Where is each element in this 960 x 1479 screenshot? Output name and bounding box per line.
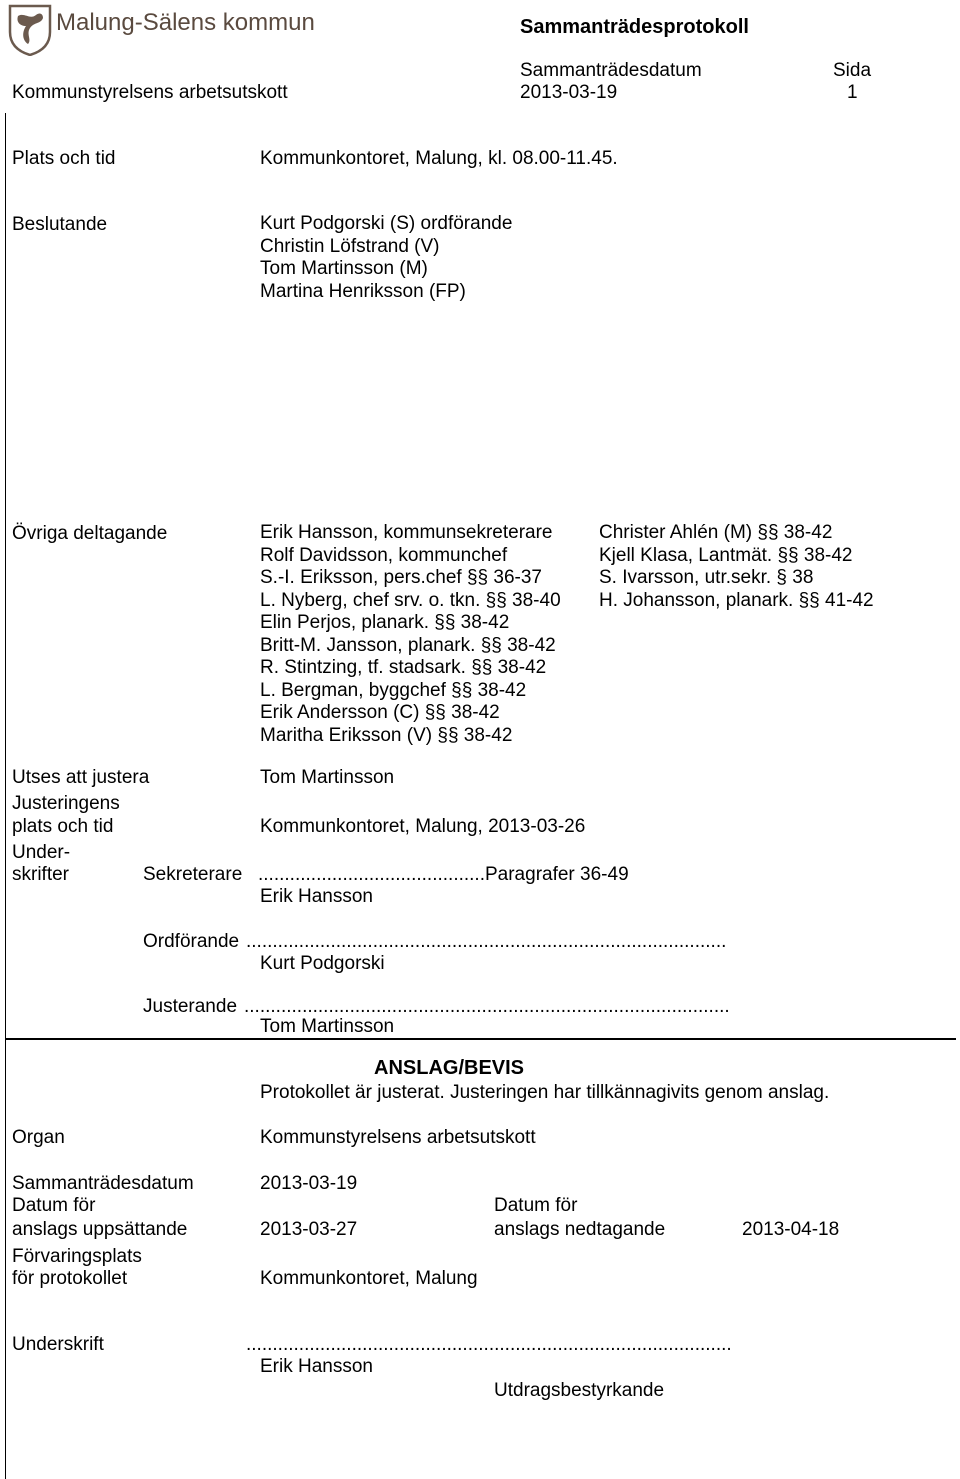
participant: S. Ivarsson, utr.sekr. § 38 xyxy=(599,567,814,588)
participant: Rolf Davidsson, kommunchef xyxy=(260,544,508,566)
chair-signature-line: ........................................................................................... xyxy=(246,931,727,952)
certified-label: Utdragsbestyrkande xyxy=(494,1380,665,1401)
adjuster-label: Utses att justera xyxy=(12,767,150,788)
place-time-label: Plats och tid xyxy=(12,148,116,169)
document-type: Sammanträdesprotokoll xyxy=(520,16,749,38)
removal-date-label-2: anslags nedtagande xyxy=(494,1219,666,1240)
organ-label: Organ xyxy=(12,1127,65,1148)
signature-name: Erik Hansson xyxy=(260,1356,373,1377)
participant: R. Stintzing, tf. stadsark. §§ 38-42 xyxy=(260,657,547,678)
meeting-date-label: Sammanträdesdatum xyxy=(520,60,702,81)
posting-date-label-2: anslags uppsättande xyxy=(12,1219,188,1240)
participant: Erik Hansson, kommunsekreterare xyxy=(260,522,553,543)
signatures-label-2: skrifter xyxy=(12,864,69,885)
chair-role: Ordförande xyxy=(143,931,240,952)
participant: Britt-M. Jansson, planark. §§ 38-42 xyxy=(260,634,556,656)
storage-value: Kommunkontoret, Malung xyxy=(260,1268,478,1289)
participant: L. Nyberg, chef srv. o. tkn. §§ 38-40 xyxy=(260,589,561,611)
participant: Kjell Klasa, Lantmät. §§ 38-42 xyxy=(599,544,853,566)
page-number: 1 xyxy=(847,82,858,103)
page-label: Sida xyxy=(833,60,872,81)
notice-separator xyxy=(5,1038,956,1040)
posting-date-label-1: Datum för xyxy=(12,1195,96,1216)
posting-date-value: 2013-03-27 xyxy=(260,1219,358,1240)
decision-maker: Martina Henriksson (FP) xyxy=(260,280,466,302)
meeting-date-value: 2013-03-19 xyxy=(520,82,618,103)
notice-meeting-date-label: Sammanträdesdatum xyxy=(12,1173,194,1194)
secretary-name: Erik Hansson xyxy=(260,886,373,907)
removal-date-value: 2013-04-18 xyxy=(742,1219,840,1240)
other-participants-label: Övriga deltagande xyxy=(12,523,168,544)
participant: Christer Ahlén (M) §§ 38-42 xyxy=(599,522,833,543)
decision-maker: Kurt Podgorski (S) ordförande xyxy=(260,213,513,234)
committee-name: Kommunstyrelsens arbetsutskott xyxy=(12,82,288,103)
adjuster-value: Tom Martinsson xyxy=(260,767,395,788)
storage-label-1: Förvaringsplats xyxy=(12,1246,142,1267)
adjust-place-label-1: Justeringens xyxy=(12,793,120,814)
secretary-role: Sekreterare xyxy=(143,864,243,885)
decision-maker: Christin Löfstrand (V) xyxy=(260,235,440,257)
signature-label: Underskrift xyxy=(12,1334,104,1355)
municipality-logo xyxy=(8,4,52,62)
other-participants-right xyxy=(599,522,874,612)
left-margin-rule xyxy=(5,113,6,1479)
adjust-place-value: Kommunkontoret, Malung, 2013-03-26 xyxy=(260,816,586,837)
org-name: Malung-Sälens kommun xyxy=(56,9,315,36)
decision-makers-list xyxy=(260,213,512,303)
signature-line: ............................................................................................ xyxy=(246,1334,732,1355)
notice-meeting-date-value: 2013-03-19 xyxy=(260,1173,358,1194)
adjust-place-label-2: plats och tid xyxy=(12,816,114,837)
decision-maker: Tom Martinsson (M) xyxy=(260,258,428,279)
removal-date-label-1: Datum för xyxy=(494,1195,578,1216)
participant: Erik Andersson (C) §§ 38-42 xyxy=(260,702,500,723)
storage-label-2: för protokollet xyxy=(12,1268,128,1289)
decision-makers-label: Beslutande xyxy=(12,214,108,235)
chair-name: Kurt Podgorski xyxy=(260,953,385,974)
notice-text: Protokollet är justerat. Justeringen har tillkännagivits genom anslag. xyxy=(260,1082,830,1103)
coat-of-arms-icon xyxy=(8,4,52,56)
participant: S.-I. Eriksson, pers.chef §§ 36-37 xyxy=(260,567,542,588)
adjuster-signature-line: ............................................................................................ xyxy=(244,996,730,1017)
participant: Elin Perjos, planark. §§ 38-42 xyxy=(260,612,510,633)
signatures-label-1: Under- xyxy=(12,842,71,863)
secretary-signature-line: ...........................................Paragrafer 36-49 xyxy=(258,864,629,885)
participant: L. Bergman, byggchef §§ 38-42 xyxy=(260,679,527,701)
participant: Maritha Eriksson (V) §§ 38-42 xyxy=(260,724,513,746)
participant: H. Johansson, planark. §§ 41-42 xyxy=(599,589,874,611)
organ-value: Kommunstyrelsens arbetsutskott xyxy=(260,1127,536,1148)
adjuster-role: Justerande xyxy=(143,996,238,1017)
adjuster-name: Tom Martinsson xyxy=(260,1016,395,1037)
other-participants-left xyxy=(260,522,561,747)
place-time-value: Kommunkontoret, Malung, kl. 08.00-11.45. xyxy=(260,148,618,169)
notice-title: ANSLAG/BEVIS xyxy=(374,1057,525,1079)
